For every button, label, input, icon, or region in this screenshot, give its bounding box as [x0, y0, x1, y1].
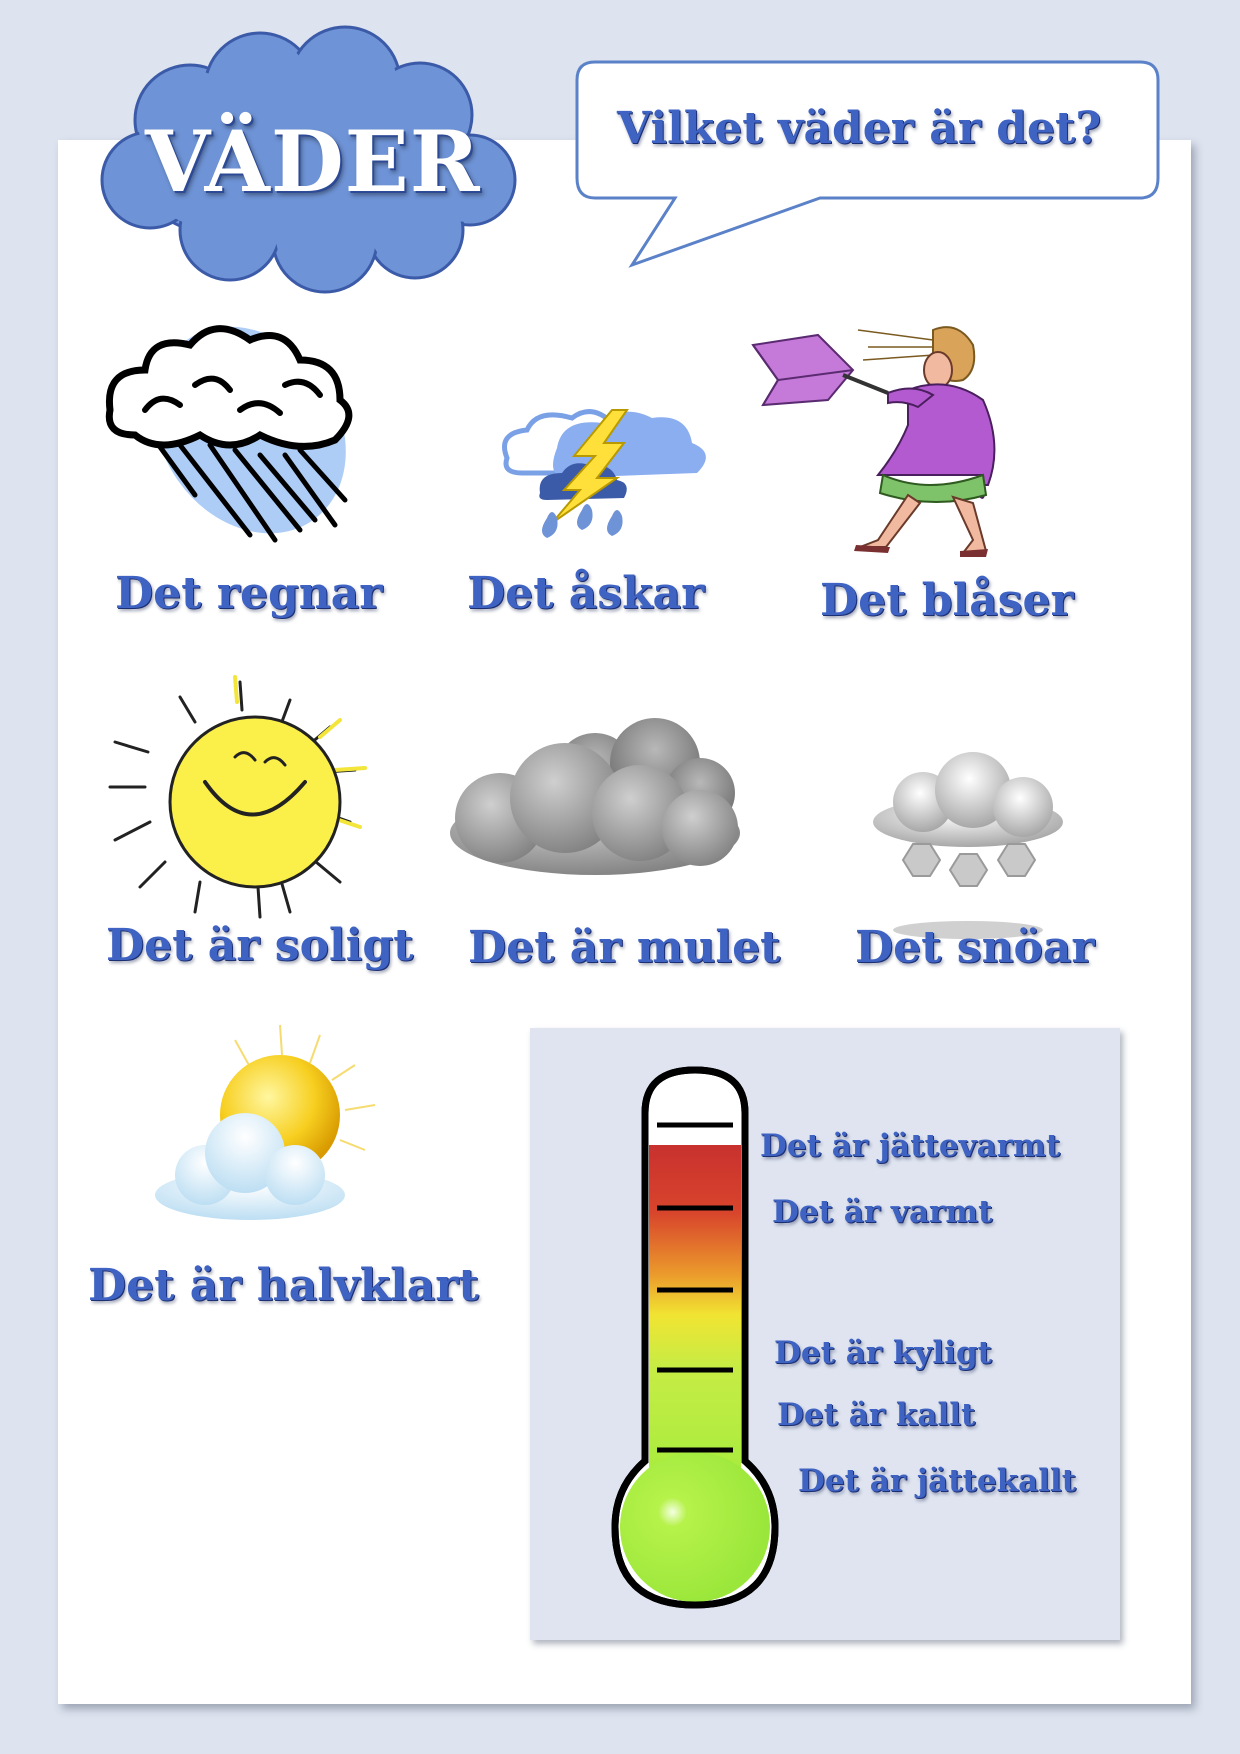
label-thunder: Det åskar — [467, 568, 705, 619]
speech-bubble-icon — [575, 60, 1160, 270]
thermo-level-very-cold: Det är jättekallt — [798, 1463, 1077, 1499]
label-snow: Det snöar — [855, 922, 1095, 973]
label-sunny: Det är soligt — [106, 920, 414, 971]
snow-cloud-icon — [868, 752, 1068, 942]
label-wind: Det blåser — [820, 575, 1074, 626]
windy-woman-umbrella-icon — [748, 325, 1028, 565]
smiling-sun-icon — [110, 672, 400, 927]
label-cloudy: Det är mulet — [468, 922, 781, 973]
rain-cloud-icon — [100, 315, 360, 575]
sun-behind-cloud-icon — [150, 1025, 390, 1235]
label-rain: Det regnar — [115, 568, 383, 619]
page-title: VÄDER — [145, 112, 481, 211]
thermo-level-warm: Det är varmt — [772, 1194, 993, 1230]
thermometer-icon — [605, 1065, 785, 1615]
thermo-level-chilly: Det är kyligt — [774, 1335, 992, 1371]
thunderstorm-icon — [492, 398, 712, 558]
label-partly-cloudy: Det är halvklart — [88, 1260, 479, 1311]
thermo-level-very-hot: Det är jättevarmt — [760, 1128, 1061, 1164]
grey-clouds-icon — [445, 718, 745, 888]
thermo-level-cold: Det är kallt — [777, 1397, 976, 1433]
question-heading: Vilket väder är det? — [617, 103, 1102, 154]
